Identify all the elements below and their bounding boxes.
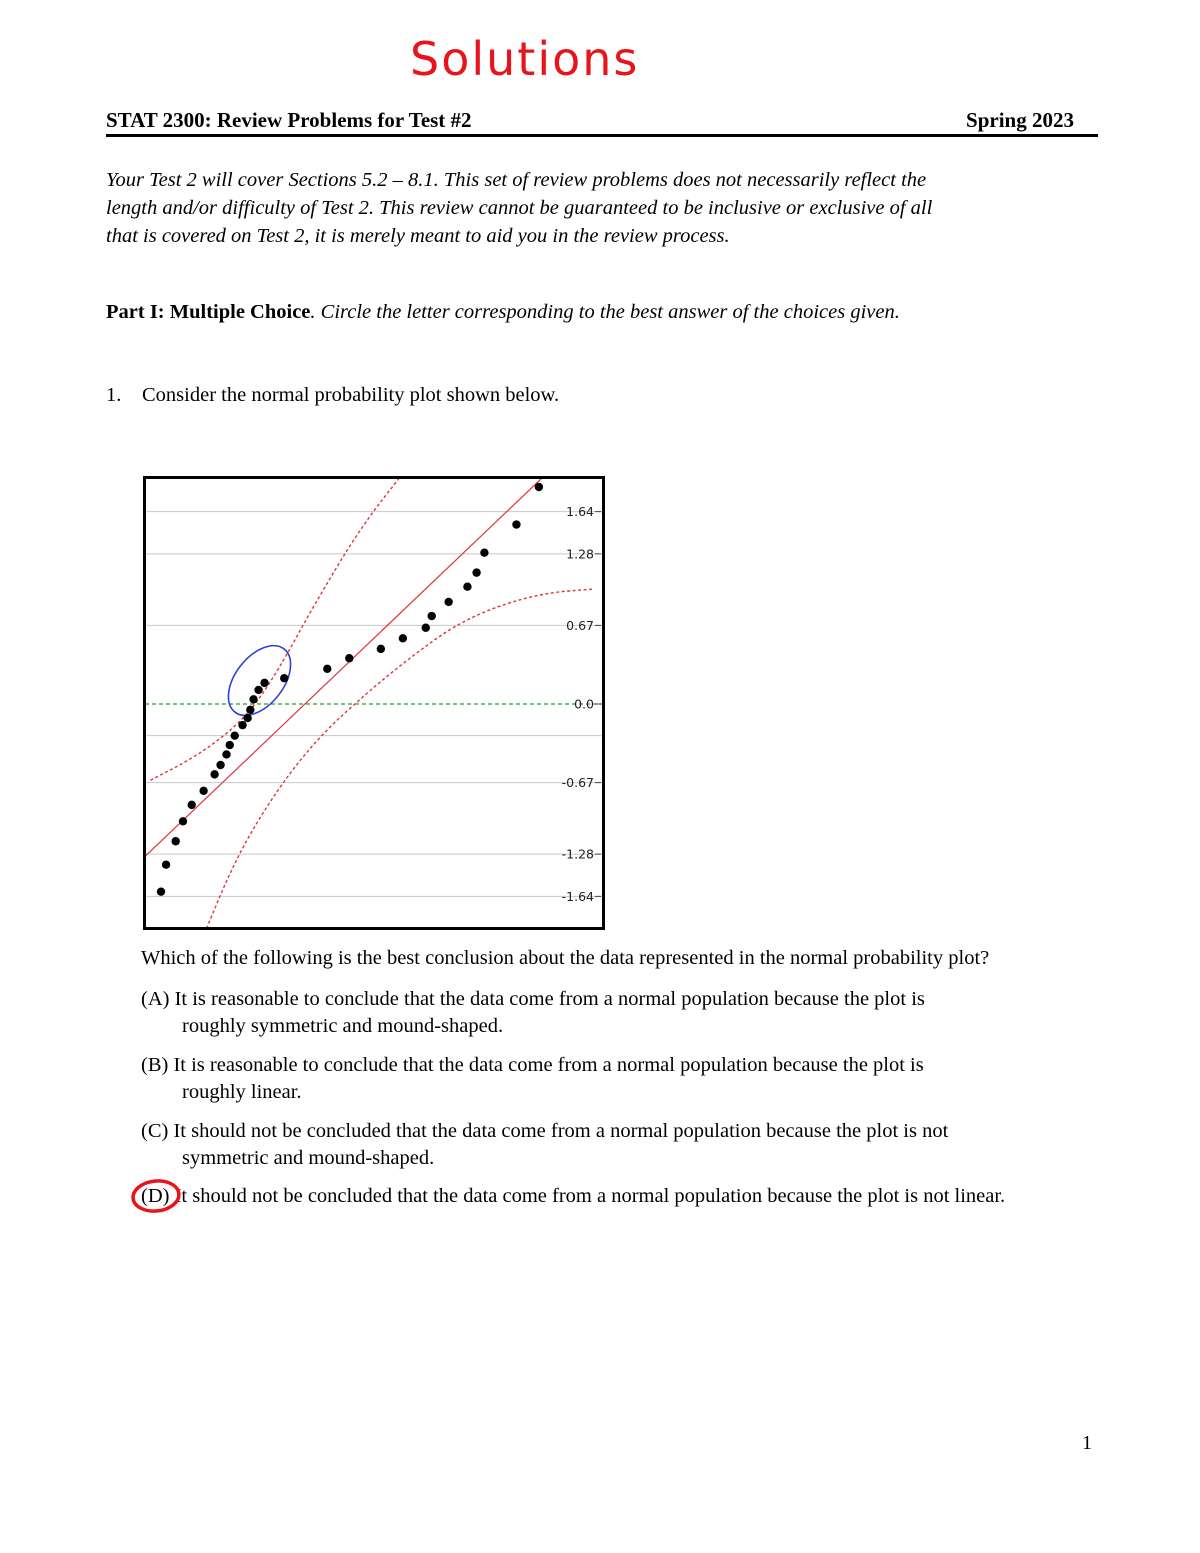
option-b xyxy=(141,1052,1151,1106)
data-point xyxy=(480,548,488,556)
data-point xyxy=(171,837,179,845)
y-tick-label: 1.28 xyxy=(566,546,594,562)
option-text: It should not be concluded that the data come from a normal population because the plot is not xyxy=(173,1120,949,1142)
option-text-continued: roughly symmetric and mound-shaped. xyxy=(182,1015,504,1037)
data-point xyxy=(210,770,218,778)
document-header xyxy=(106,108,1096,135)
data-point xyxy=(246,706,254,714)
y-tick-label: -0.67 xyxy=(561,775,594,791)
data-point xyxy=(216,761,224,769)
data-point xyxy=(512,520,520,528)
data-point xyxy=(323,665,331,673)
option-letter: (D) xyxy=(141,1185,170,1207)
page-number: 1 xyxy=(1082,1432,1092,1454)
y-tick-label: 1.64 xyxy=(566,504,594,520)
option-text: It should not be concluded that the data come from a normal population because the plot is not linear. xyxy=(174,1185,1006,1207)
option-a xyxy=(141,986,1151,1040)
option-text-continued: symmetric and mound-shaped. xyxy=(182,1147,435,1169)
data-point xyxy=(280,674,288,682)
question-number: 1. xyxy=(106,384,122,406)
y-tick-label: 0.0 xyxy=(574,696,594,712)
normal-probability-plot xyxy=(143,476,605,930)
intro-line: that is covered on Test 2, it is merely meant to aid you in the review process. xyxy=(106,225,730,247)
data-point xyxy=(179,817,187,825)
option-c xyxy=(141,1118,1151,1172)
data-point xyxy=(444,598,452,606)
data-point xyxy=(199,787,207,795)
course-title: STAT 2300: Review Problems for Test #2 xyxy=(106,108,472,132)
data-point xyxy=(463,583,471,591)
data-point xyxy=(345,654,353,662)
question-1-text: Which of the following is the best conclusion about the data represented in the normal probability plot? xyxy=(141,947,990,969)
option-letter: (B) xyxy=(141,1054,169,1076)
data-point xyxy=(222,750,230,758)
part-instructions: . Circle the letter corresponding to the best answer of the choices given. xyxy=(310,301,900,323)
option-letter: (A) xyxy=(141,988,170,1010)
data-point xyxy=(243,714,251,722)
answer-circle-annotation xyxy=(128,1176,184,1216)
data-point xyxy=(162,861,170,869)
option-text: It is reasonable to conclude that the data come from a normal population because the plot is xyxy=(174,988,925,1010)
question-1-prompt xyxy=(106,384,559,407)
data-point xyxy=(188,801,196,809)
intro-line: Your Test 2 will cover Sections 5.2 – 8.1. This set of review problems does not necessarily reflect the xyxy=(106,169,927,191)
data-point xyxy=(157,887,165,895)
intro-paragraph xyxy=(106,166,1096,250)
option-letter: (C) xyxy=(141,1120,169,1142)
option-text: It is reasonable to conclude that the data come from a normal population because the plot is xyxy=(173,1054,924,1076)
data-point xyxy=(231,731,239,739)
answer-circle-stroke xyxy=(132,1179,181,1214)
data-point xyxy=(399,634,407,642)
term-label: Spring 2023 xyxy=(966,108,1074,132)
data-point xyxy=(260,679,268,687)
part-heading xyxy=(106,301,900,324)
data-point xyxy=(249,695,257,703)
data-point xyxy=(535,483,543,491)
option-d xyxy=(141,1183,1151,1210)
header-rule xyxy=(106,134,1098,137)
data-point xyxy=(254,686,262,694)
data-point xyxy=(422,624,430,632)
data-point xyxy=(472,568,480,576)
intro-line: length and/or difficulty of Test 2. This review cannot be guaranteed to be inclusive or exclusive of all xyxy=(106,197,933,219)
question-prompt-text: Consider the normal probability plot shown below. xyxy=(142,384,560,406)
y-tick-label: -1.28 xyxy=(561,846,594,862)
plot-background xyxy=(143,476,605,930)
data-point xyxy=(226,741,234,749)
handwritten-solutions-annotation: Solutions xyxy=(410,32,640,86)
data-point xyxy=(428,612,436,620)
data-point xyxy=(238,721,246,729)
option-text-continued: roughly linear. xyxy=(182,1081,302,1103)
part-title: Part I: Multiple Choice xyxy=(106,301,311,323)
data-point xyxy=(377,645,385,653)
y-tick-label: -1.64 xyxy=(561,888,594,904)
y-tick-label: 0.67 xyxy=(566,617,594,633)
